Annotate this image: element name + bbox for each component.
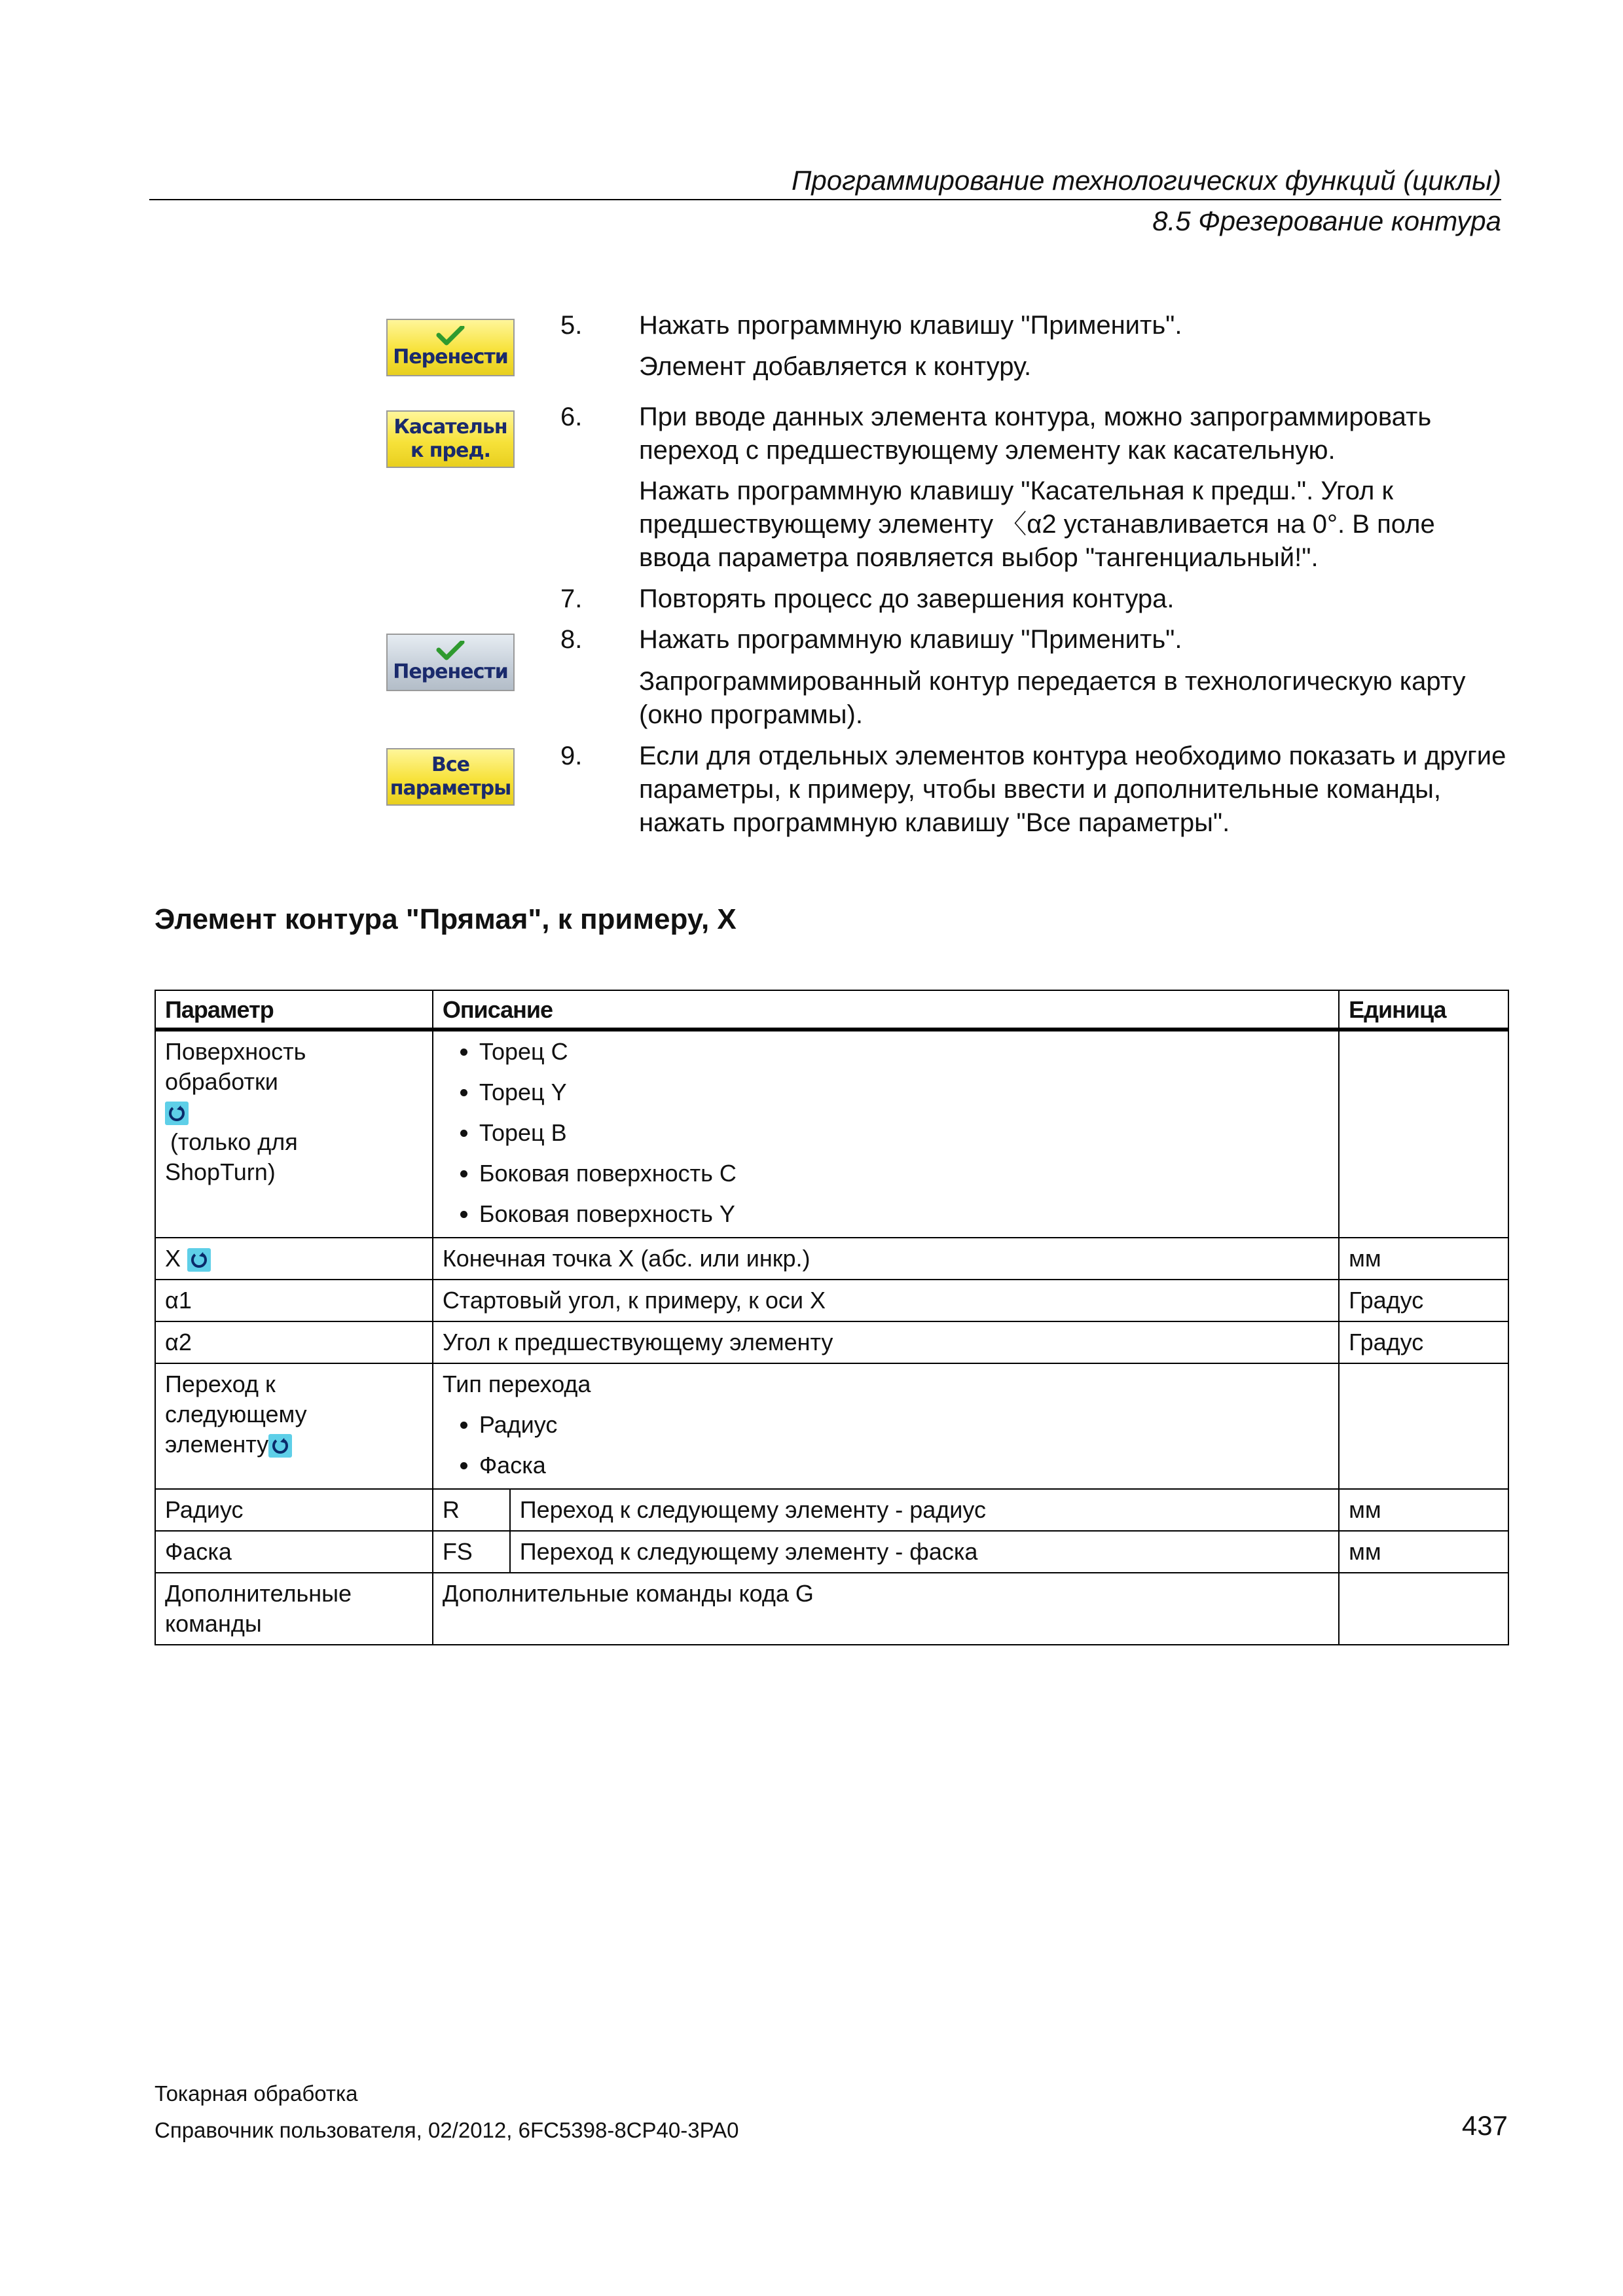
checkmark-icon xyxy=(435,641,466,660)
list-item: • Боковая поверхность Y xyxy=(479,1199,1329,1229)
description-cell: Дополнительные команды кода G xyxy=(433,1573,1339,1645)
list-item: • Торец C xyxy=(479,1037,1329,1067)
list-item: • Фаска xyxy=(479,1450,1329,1480)
param-cell: X xyxy=(155,1238,433,1280)
param-cell: Радиус xyxy=(155,1489,433,1531)
running-header-title: Программирование технологических функций (циклы) xyxy=(791,165,1501,196)
unit-cell xyxy=(1339,1363,1508,1489)
step-number: 8. xyxy=(560,625,583,654)
description-cell xyxy=(433,1030,1339,1238)
softkey-all-parameters[interactable] xyxy=(386,748,515,806)
step-text: Нажать программную клавишу "Применить". xyxy=(639,625,1182,654)
param-cell: Дополнительные команды xyxy=(155,1573,433,1645)
step-text: Повторять процесс до завершения контура. xyxy=(639,584,1175,613)
step-number: 6. xyxy=(560,403,583,431)
param-cell: Переход к следующему элементу xyxy=(155,1363,433,1489)
list-item: • Боковая поверхность C xyxy=(479,1158,1329,1189)
option-list xyxy=(443,1410,1329,1480)
description-cell: Конечная точка X (абс. или инкр.) xyxy=(433,1238,1339,1280)
step-note: Запрограммированный контур передается в технологическую карту (окно программы). xyxy=(639,667,1466,729)
page-number: 437 xyxy=(1461,2110,1508,2141)
parameter-table xyxy=(155,990,1509,1645)
description-cell: Стартовый угол, к примеру, к оси X xyxy=(433,1280,1339,1321)
footer-book-title: Токарная обработка xyxy=(155,2081,358,2106)
table-row xyxy=(155,1489,1508,1531)
toggle-select-icon xyxy=(165,1102,189,1125)
softkey-label-line1: Все xyxy=(431,753,469,776)
step-text: Если для отдельных элементов контура необходимо показать и другие параметры, к примеру, чтобы ввести и дополнительные команды, нажать программную клавишу "Все параметры". xyxy=(639,742,1506,837)
list-item: • Торец B xyxy=(479,1118,1329,1148)
softkey-label-line1: Касательн xyxy=(393,416,507,439)
unit-cell: мм xyxy=(1339,1238,1508,1280)
step-text: Нажать программную клавишу "Применить". xyxy=(639,311,1182,340)
header-rule xyxy=(149,199,1501,200)
header-parameter: Параметр xyxy=(155,990,433,1030)
param-cell: Поверхность обработки (только для ShopTurn) xyxy=(155,1030,433,1238)
unit-cell: Градус xyxy=(1339,1280,1508,1321)
toggle-select-icon xyxy=(187,1248,211,1272)
table-row xyxy=(155,1363,1508,1489)
description-cell: Угол к предшествующему элементу xyxy=(433,1321,1339,1363)
toggle-select-icon xyxy=(268,1434,292,1458)
softkey-label-line2: к пред. xyxy=(410,439,490,462)
softkey-apply-disabled[interactable] xyxy=(386,634,515,691)
description-cell: Переход к следующему элементу - радиус xyxy=(510,1489,1339,1531)
list-item: • Радиус xyxy=(479,1410,1329,1440)
table-row xyxy=(155,1531,1508,1573)
step-note: Элемент добавляется к контуру. xyxy=(639,352,1032,381)
step-number: 5. xyxy=(560,311,583,340)
table-row xyxy=(155,1030,1508,1238)
unit-cell: мм xyxy=(1339,1531,1508,1573)
table-row xyxy=(155,1280,1508,1321)
softkey-label: Перенести xyxy=(393,346,508,368)
softkey-label: Перенести xyxy=(393,660,508,683)
param-cell: α1 xyxy=(155,1280,433,1321)
softkey-apply[interactable] xyxy=(386,319,515,376)
table-row xyxy=(155,1321,1508,1363)
checkmark-icon xyxy=(435,326,466,346)
step-number: 7. xyxy=(560,584,583,613)
description-cell: Тип перехода • Радиус • Фаска xyxy=(433,1363,1339,1489)
table-row xyxy=(155,1238,1508,1280)
step-note: Нажать программную клавишу "Касательная к предш.". Угол к предшествующему элементу 〈α2 устанавливается на 0°. В поле ввода параметра появляется выбор "тангенциальный!". xyxy=(639,476,1435,572)
param-cell: α2 xyxy=(155,1321,433,1363)
section-title: Элемент контура "Прямая", к примеру, X xyxy=(155,903,737,935)
unit-cell xyxy=(1339,1030,1508,1238)
unit-cell: мм xyxy=(1339,1489,1508,1531)
table-header-row xyxy=(155,990,1508,1030)
header-description: Описание xyxy=(433,990,1339,1030)
footer-manual-id: Справочник пользователя, 02/2012, 6FC5398-8CP40-3PA0 xyxy=(155,2118,739,2142)
unit-cell xyxy=(1339,1573,1508,1645)
option-list xyxy=(443,1037,1329,1229)
softkey-tangent-prev[interactable] xyxy=(386,410,515,468)
step-number: 9. xyxy=(560,742,583,770)
step-text: При вводе данных элемента контура, можно запрограммировать переход с предшествующему элементу как касательную. xyxy=(639,403,1432,465)
param-cell: Фаска xyxy=(155,1531,433,1573)
table-row xyxy=(155,1573,1508,1645)
code-cell: FS xyxy=(433,1531,510,1573)
header-unit: Единица xyxy=(1339,990,1508,1030)
description-cell: Переход к следующему элементу - фаска xyxy=(510,1531,1339,1573)
softkey-label-line2: параметры xyxy=(390,777,511,800)
running-header-subtitle: 8.5 Фрезерование контура xyxy=(1152,206,1501,236)
unit-cell: Градус xyxy=(1339,1321,1508,1363)
list-item: • Торец Y xyxy=(479,1077,1329,1107)
code-cell: R xyxy=(433,1489,510,1531)
